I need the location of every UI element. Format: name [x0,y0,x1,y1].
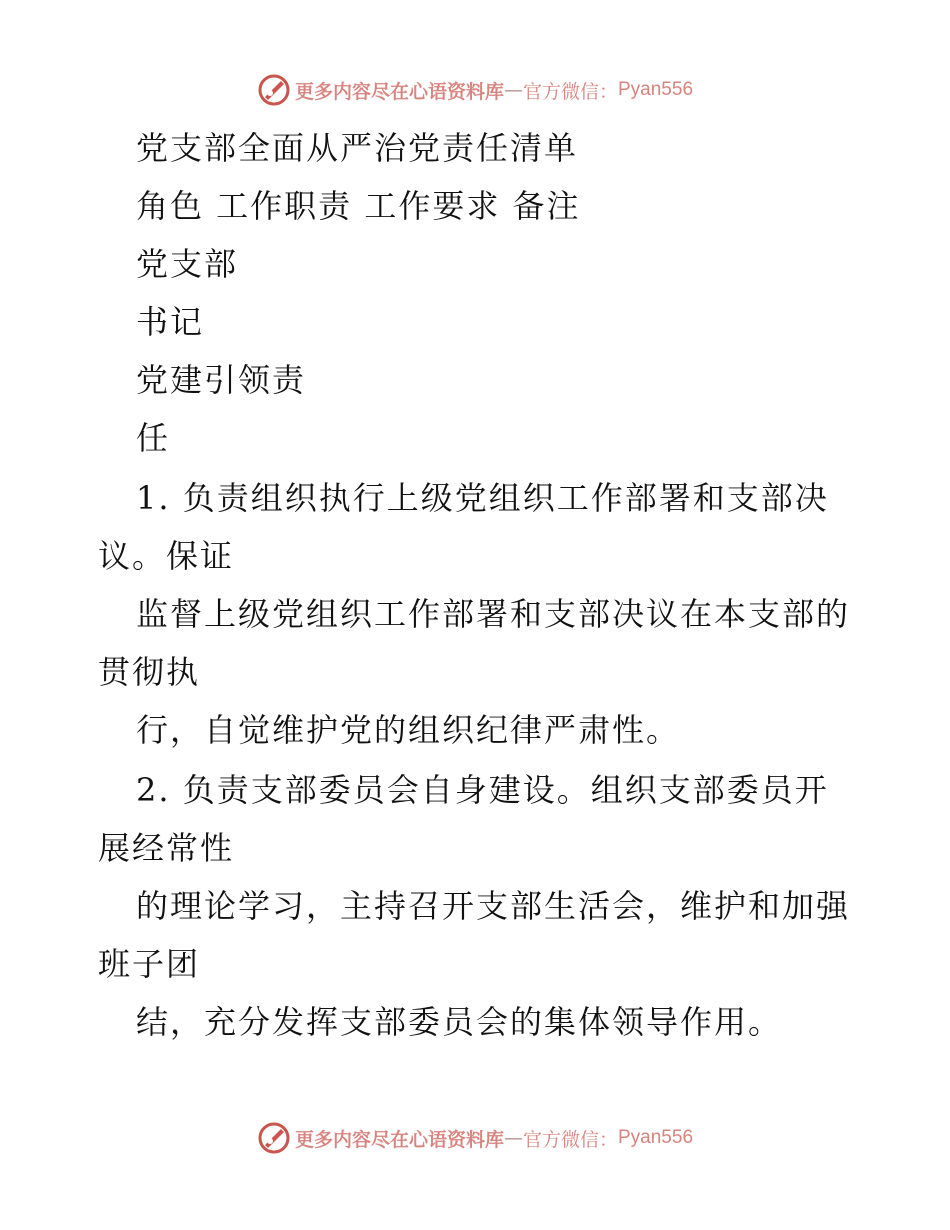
doc-line: 议。保证 [98,537,235,575]
header-banner [0,70,950,110]
doc-line: 任 [136,419,171,457]
pen-seal-icon [257,73,291,107]
doc-title: 党支部全面从严治党责任清单 [136,129,579,167]
banner-wechat-id: Pyan556 [618,79,694,100]
doc-line: 班子团 [98,945,201,983]
footer-banner [0,1118,950,1158]
banner-wechat-label: 官方微信： [522,80,618,103]
doc-line: 党建引领责 [136,361,307,399]
banner-separator: — [503,79,523,101]
doc-line: 书记 [136,303,205,341]
doc-line: 展经常性 [98,829,235,867]
doc-line: 结，充分发挥支部委员会的集体领导作用。 [136,1003,783,1041]
banner-wechat-id: Pyan556 [618,1127,694,1148]
banner-title: 更多内容尽在心语资料库 [294,80,504,103]
doc-line: 贯彻执 [98,653,201,691]
banner-separator: — [503,1127,523,1149]
table-header-line: 角色 工作职责 工作要求 备注 [136,187,581,225]
doc-line: 监督上级党组织工作部署和支部决议在本支部的 [136,595,851,633]
banner-wechat-label: 官方微信： [522,1128,618,1151]
doc-line: 2. 负责支部委员会自身建设。组织支部委员开 [136,771,829,809]
doc-line: 的理论学习，主持召开支部生活会，维护和加强 [136,887,851,925]
pen-seal-icon [257,1121,291,1155]
banner-title: 更多内容尽在心语资料库 [294,1128,504,1151]
doc-line: 党支部 [136,245,239,283]
doc-line: 1. 负责组织执行上级党组织工作部署和支部决 [136,479,829,517]
doc-line: 行，自觉维护党的组织纪律严肃性。 [136,711,681,749]
